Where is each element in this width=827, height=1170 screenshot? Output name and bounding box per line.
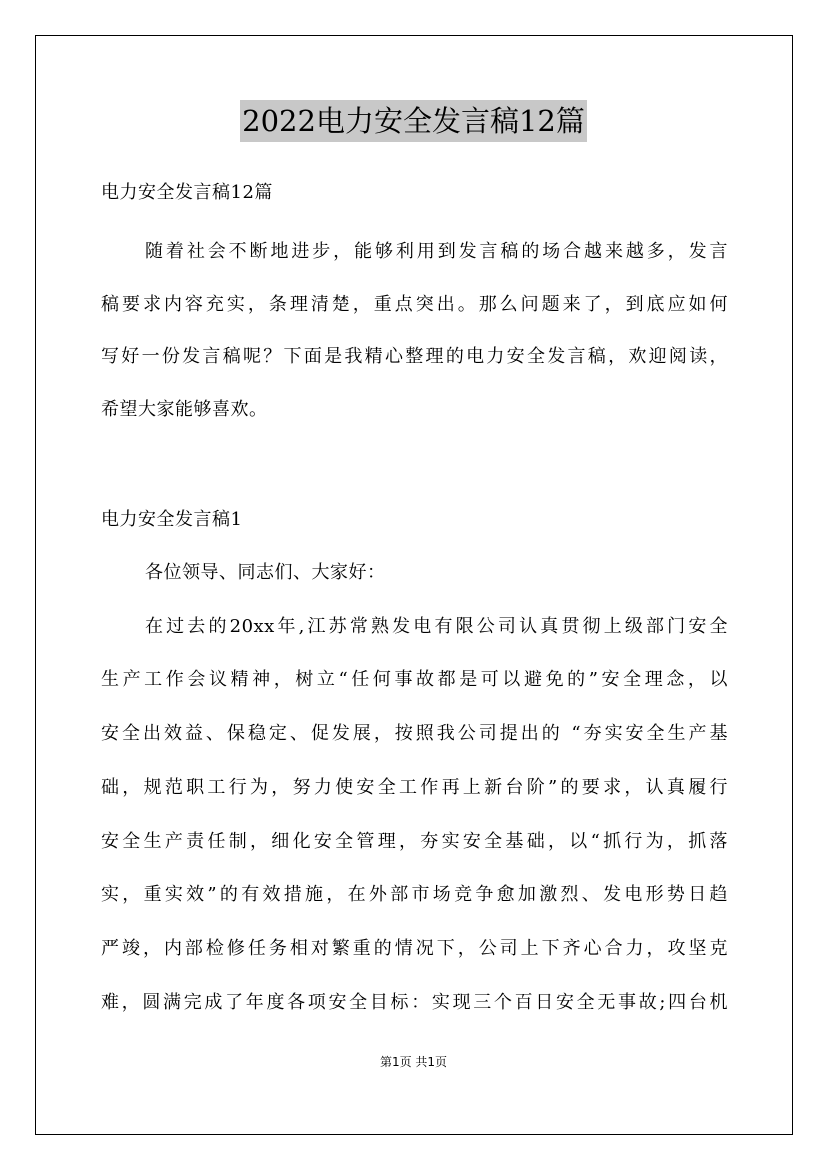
body-line: 实，重实效”的有效措施，在外部市场竞争愈加激烈、发电形势日趋	[101, 884, 728, 905]
intro-line: 随着社会不断地进步，能够利用到发言稿的场合越来越多，发言	[145, 241, 728, 262]
intro-line: 稿要求内容充实，条理清楚，重点突出。那么问题来了，到底应如何	[101, 294, 728, 315]
body-line: 安全生产责任制，细化安全管理，夯实安全基础，以“抓行为，抓落	[101, 831, 728, 852]
body-line: 安全出效益、保稳定、促发展，按照我公司提出的 “夯实安全生产基	[101, 723, 728, 744]
intro-line: 希望大家能够喜欢。	[101, 399, 268, 420]
body-line: 础，规范职工行为，努力使安全工作再上新台阶”的要求，认真履行	[101, 777, 728, 798]
document-title: 2022电力安全发言稿12篇	[240, 100, 587, 142]
page-footer: 第1页 共1页	[379, 1055, 448, 1069]
title-container	[0, 100, 827, 142]
body-line: 生产工作会议精神，树立“任何事故都是可以避免的”安全理念，以	[101, 669, 728, 690]
subtitle: 电力安全发言稿12篇	[101, 182, 273, 203]
section-heading: 电力安全发言稿1	[101, 509, 243, 530]
intro-line: 写好一份发言稿呢？下面是我精心整理的电力安全发言稿，欢迎阅读，	[101, 346, 728, 367]
body-line: 在过去的20xx年,江苏常熟发电有限公司认真贯彻上级部门安全	[145, 616, 728, 637]
body-line: 难，圆满完成了年度各项安全目标：实现三个百日安全无事故;四台机	[101, 992, 728, 1013]
greeting: 各位领导、同志们、大家好：	[145, 562, 386, 583]
body-line: 严竣，内部检修任务相对繁重的情况下，公司上下齐心合力，攻坚克	[101, 938, 728, 959]
